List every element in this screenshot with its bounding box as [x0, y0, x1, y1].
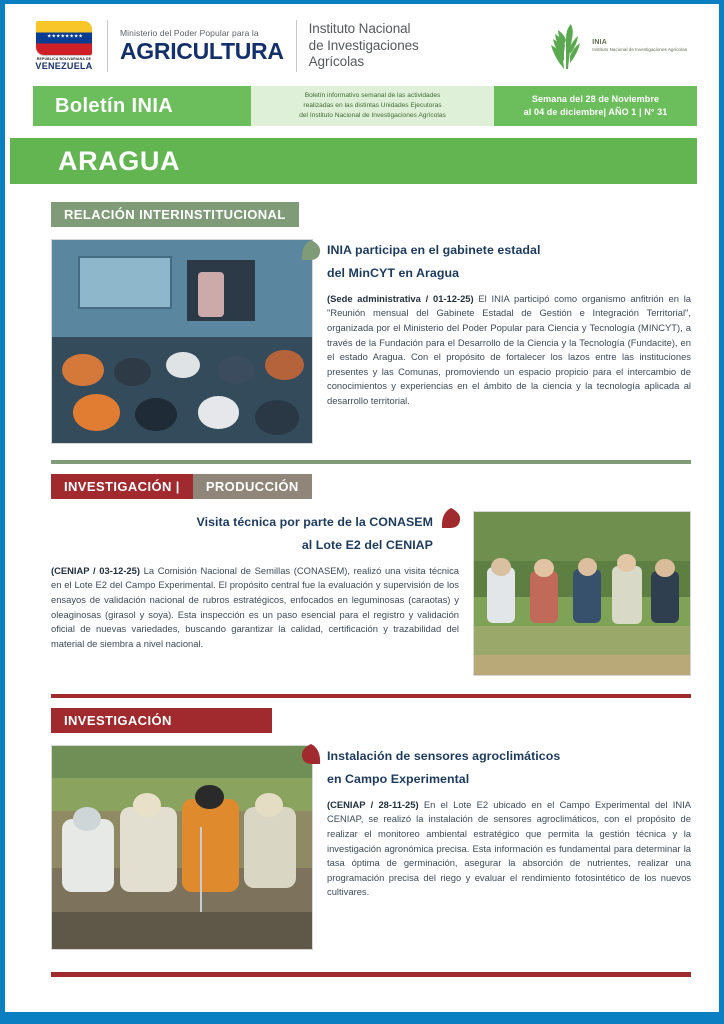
article-1-photo	[51, 239, 313, 444]
leaf-plant-icon	[547, 23, 587, 69]
divider-vertical-1	[107, 20, 108, 72]
article-2	[51, 511, 691, 676]
bulletin-description	[251, 86, 494, 126]
article-2-headline	[51, 511, 459, 557]
leaf-bullet-red-icon	[301, 743, 321, 765]
article-1-headline-line2: del MinCYT en Aragua	[327, 265, 460, 280]
flag-stars: ★★★★★★★★	[47, 33, 83, 40]
section-tag-1	[51, 202, 299, 227]
section-investigacion-produccion	[5, 474, 719, 698]
institute-name-line2: de Investigaciones	[308, 37, 419, 53]
article-3-headline	[327, 745, 691, 791]
section-divider-3	[51, 972, 691, 977]
article-2-photo	[473, 511, 691, 676]
bulletin-description-line1: Boletín informativo semanal de las actividades	[304, 91, 441, 99]
issue-week-line1: Semana del 28 de Noviembre	[531, 93, 660, 104]
article-1-headline-line1: INIA participa en el gabinete estadal	[327, 243, 541, 257]
article-2-headline-line2: al Lote E2 del CENIAP	[301, 537, 433, 552]
section-divider-2	[51, 694, 691, 698]
inia-logo	[547, 23, 697, 69]
section-relacion-interinstitucional	[5, 202, 719, 464]
article-2-text	[51, 564, 459, 651]
venezuela-flag-block	[33, 21, 95, 71]
inia-logo-words: Instituto Nacional de Investigaciones Agrícolas	[592, 47, 687, 53]
section-tag-2-label-produccion: PRODUCCIÓN	[193, 474, 312, 499]
bulletin-issue-info	[494, 86, 697, 126]
institute-name-line1: Instituto Nacional	[308, 20, 411, 36]
article-1-paragraph: El INIA participó como organismo anfitrión en la "Reunión mensual del Gabinete Estadal de Gestión e Integración Territorial", organizada por el Ministerio del Poder Popular para Ciencia y Tecnología (MINCYT), a través de la Fundación para el Desarrollo de la Ciencia y la Tecnología (Fundacite), en el estado Aragua. Con el propósito de fortalecer los lazos entre las instituciones presentes y las Comunas, promoviendo un espacio propicio para el intercambio de conocimientos y experiencias en el ámbito de la ciencia y la tecnología aplicada al desarrollo territorial.	[327, 292, 691, 406]
article-3	[51, 745, 691, 950]
section-tag-2-label-investigacion: INVESTIGACIÓN |	[51, 474, 193, 499]
article-1-headline	[327, 239, 691, 285]
bulletin-title: Boletín INIA	[33, 86, 251, 126]
article-3-body	[327, 745, 691, 950]
venezuela-flag-icon	[36, 21, 92, 55]
bulletin-infobar	[33, 86, 697, 126]
article-3-photo	[51, 745, 313, 950]
article-3-headline-line2: en Campo Experimental	[327, 771, 470, 786]
state-banner	[10, 138, 697, 184]
bulletin-description-line2: realizadas en las distintas Unidades Ejecutoras	[303, 101, 442, 109]
section-tag-3-label: INVESTIGACIÓN	[51, 708, 272, 733]
ministry-title: AGRICULTURA	[120, 37, 284, 64]
section-tag-3	[51, 708, 272, 733]
article-3-headline-line1: Instalación de sensores agroclimáticos	[327, 749, 561, 763]
leaf-bullet-green-icon	[301, 239, 321, 261]
article-1-dateline: (Sede administrativa / 01-12-25)	[327, 292, 474, 304]
ministry-subtitle: Ministerio del Poder Popular para la	[120, 27, 259, 38]
article-3-dateline: (CENIAP / 28-11-25)	[327, 798, 419, 810]
article-3-text	[327, 798, 691, 900]
leaf-bullet-red-icon	[441, 507, 461, 529]
article-2-headline-line1: Visita técnica por parte de la CONASEM	[196, 515, 433, 529]
article-1-text	[327, 292, 691, 409]
section-investigacion	[5, 708, 719, 977]
flag-caption-bottom: VENEZUELA	[35, 61, 93, 71]
institute-name-line3: Agrícolas	[308, 54, 365, 70]
section-tag-1-label: RELACIÓN INTERINSTITUCIONAL	[51, 202, 299, 227]
section-divider-1	[51, 460, 691, 464]
issue-week-line2: al 04 de diciembre| AÑO 1 | N° 31	[523, 107, 668, 117]
inia-acronym: INIA	[592, 39, 608, 47]
ministry-block	[120, 29, 284, 63]
bulletin-description-line3: del Instituto Nacional de Investigaciones Agrícolas	[299, 112, 446, 120]
article-1-body	[327, 239, 691, 444]
masthead	[5, 4, 719, 86]
section-tag-2	[51, 474, 312, 499]
divider-vertical-2	[296, 20, 297, 72]
state-name: ARAGUA	[58, 145, 181, 176]
article-2-body	[51, 511, 459, 676]
flag-caption-top: REPÚBLICA BOLIVARIANA DE	[36, 57, 92, 61]
article-1	[51, 239, 691, 444]
institute-name	[309, 21, 419, 72]
inia-logo-text	[592, 39, 687, 53]
article-3-paragraph: En el Lote E2 ubicado en el Campo Experimental del INIA CENIAP, se realizó la instalación de sensores agroclimáticos, con el propósito de realizar el monitoreo ambiental estratégico que permita la gestión técnica y la investigación agronómica precisa. Esta información es fundamental para determinar la tasa óptima de germinación, asegurar la absorción de nutrientes, realizar una programación precisa del riego y evaluar el rendimiento fotosintético de los nuevos cultivares.	[327, 798, 691, 898]
article-2-dateline: (CENIAP / 03-12-25)	[51, 564, 140, 576]
article-2-paragraph: La Comisión Nacional de Semillas (CONASEM), realizó una visita técnica en el Lote E2 del Campo Experimental. El propósito central fue la evaluación y supervisión de los ensayos de validación nacional de rubros estratégicos, enfocados en leguminosas (caraotas) y oleaginosas (girasol y soya). Esta inspección es un paso esencial para el registro y validación oficial de nuevas variedades, buscando garantizar la calidad, certificación y trazabilidad del material de siembra a nivel nacional.	[51, 564, 459, 649]
